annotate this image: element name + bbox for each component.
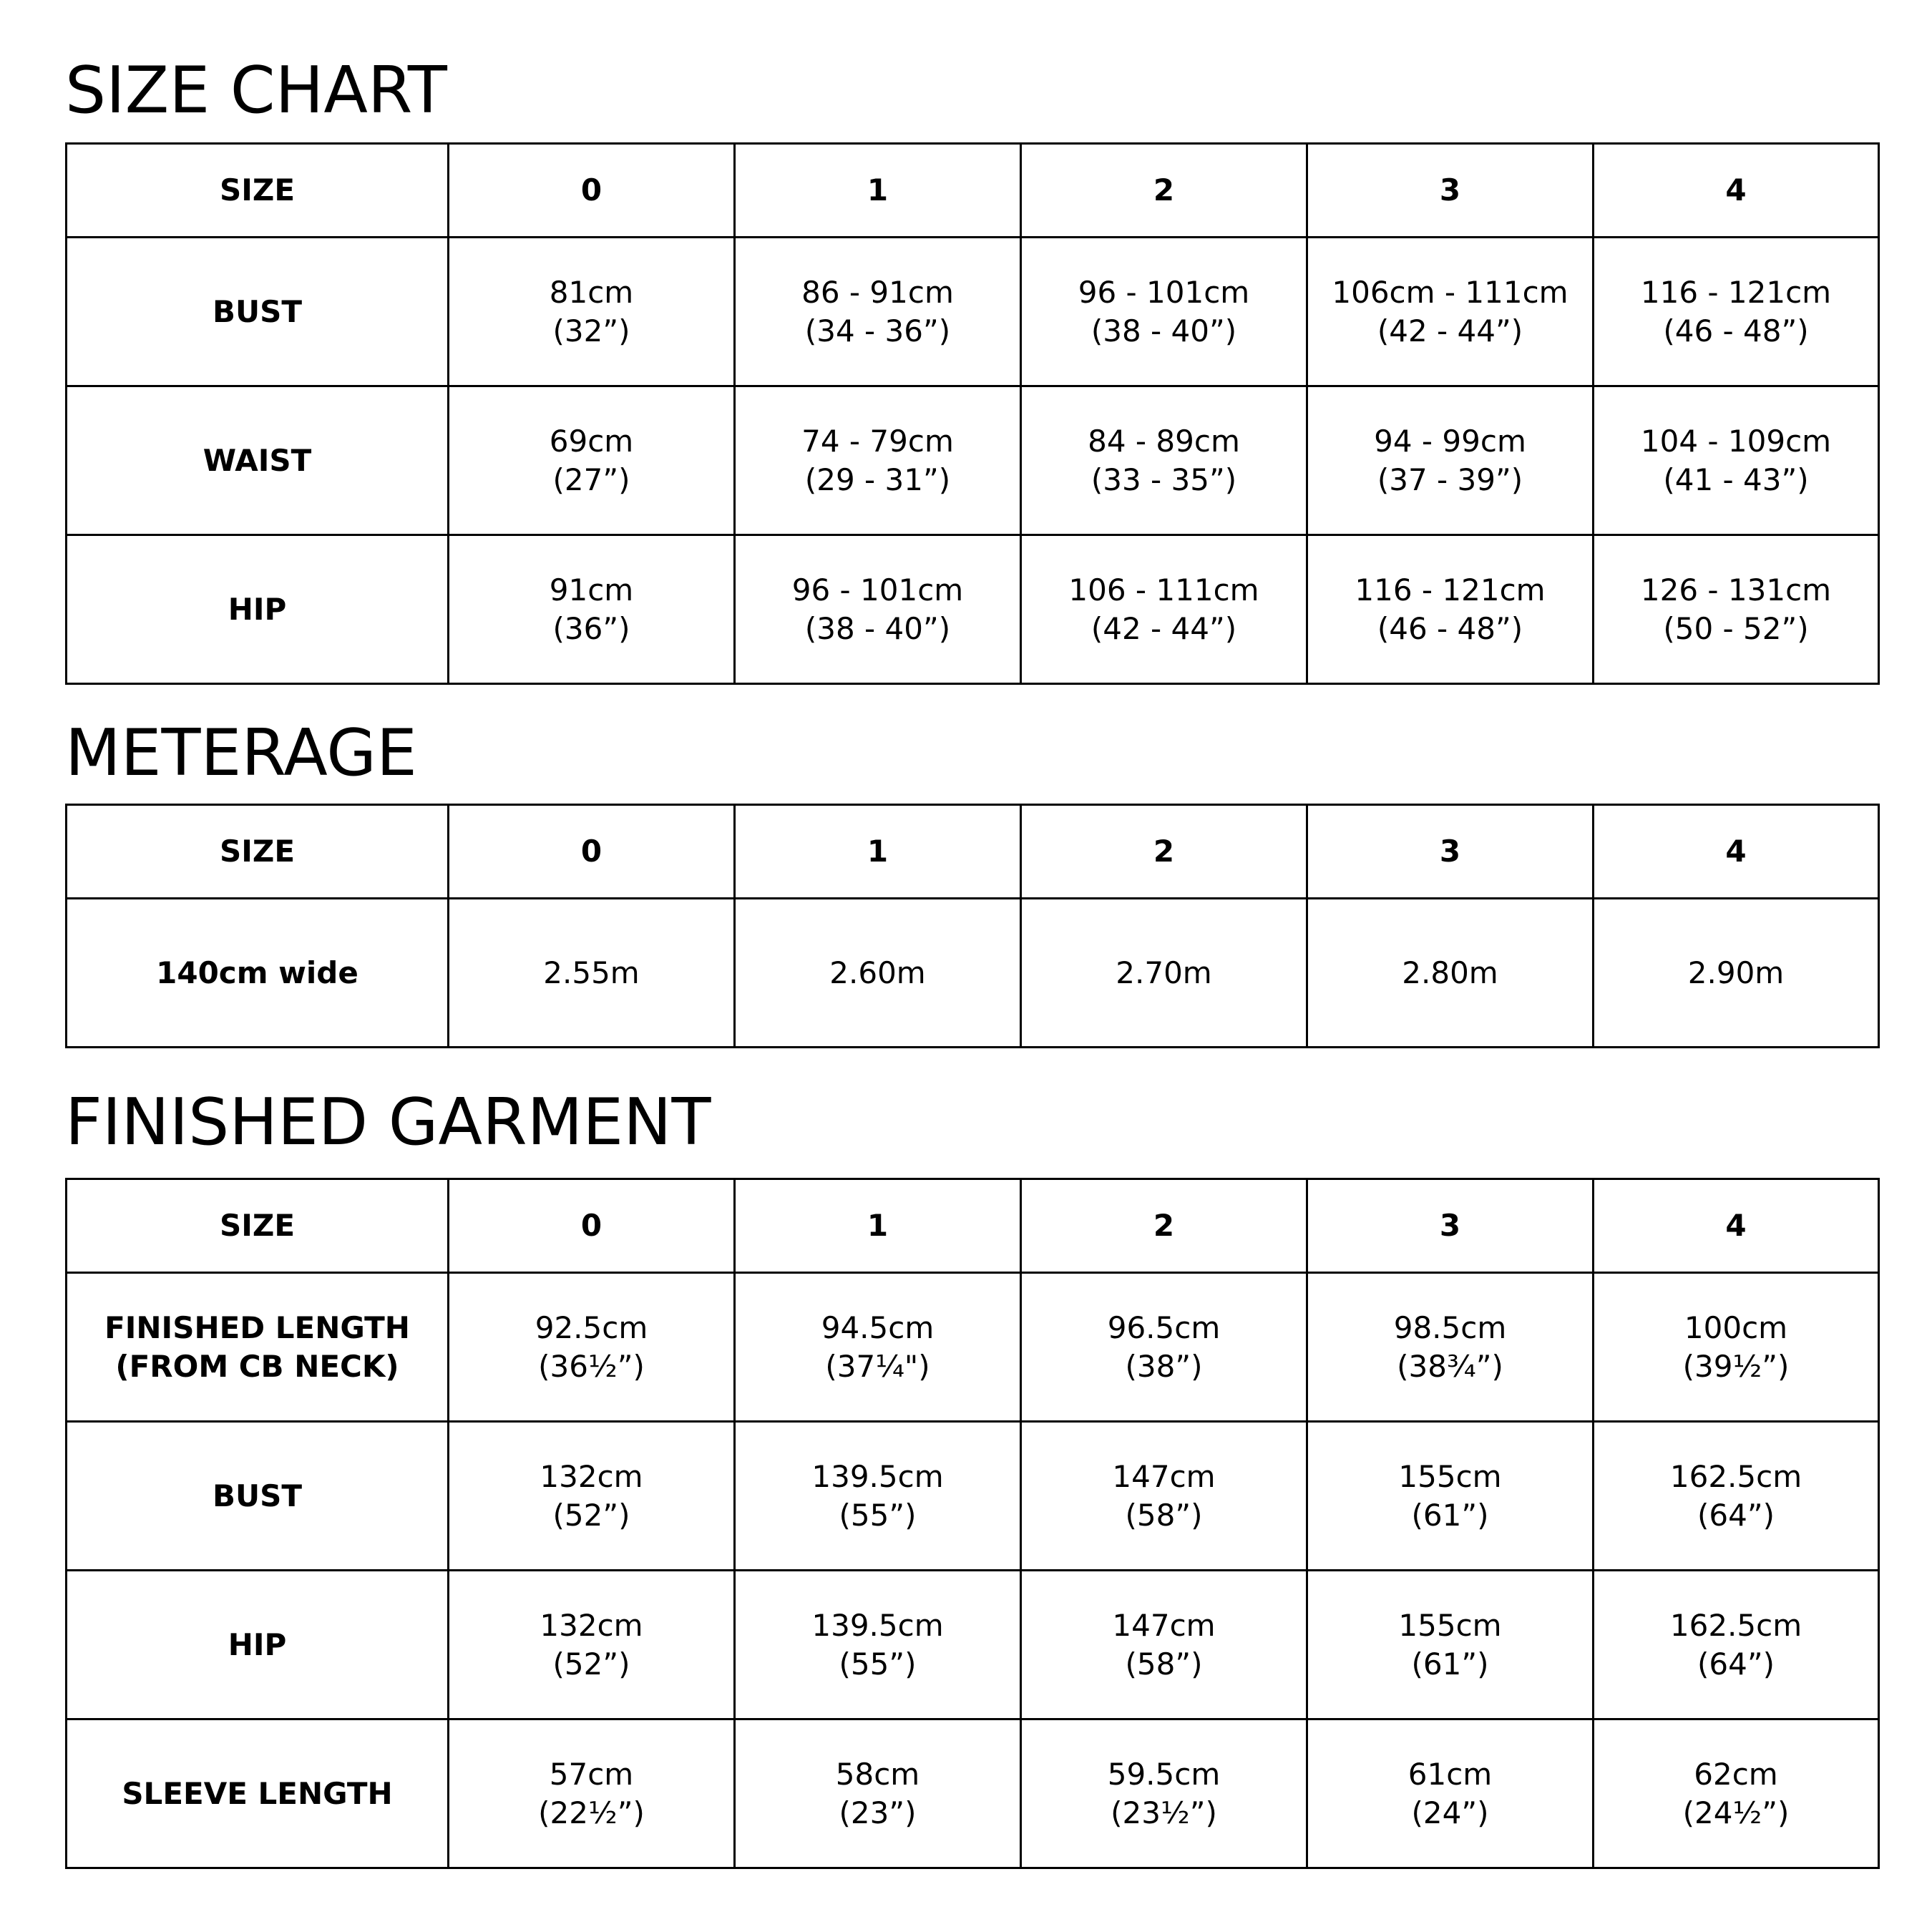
size-header-cell: 1 [735,144,1021,238]
imperial-value: (52”) [552,1646,630,1682]
row-label-text: HIP [228,1626,287,1662]
measurement-cell [1021,1422,1307,1571]
size-header-cell: 1 [735,805,1021,899]
metric-value: 2.55m [543,955,640,990]
imperial-value: (27”) [552,462,630,497]
measurement-cell [1021,238,1307,386]
row-label [67,1273,449,1422]
metric-value: 91cm [549,572,634,608]
size-chart-title: SIZE CHART [65,53,447,128]
row-label-text: FINISHED LENGTH [104,1309,410,1345]
size-header-cell: 0 [449,1179,735,1273]
imperial-value: (41 - 43”) [1663,462,1809,497]
metric-value: 147cm [1112,1607,1216,1643]
size-header-cell: 4 [1594,1179,1879,1273]
measurement-cell [449,1571,735,1719]
metric-value: 57cm [549,1756,634,1792]
metric-value: 84 - 89cm [1088,423,1240,459]
measurement-cell [1021,535,1307,684]
measurement-cell [1307,899,1594,1048]
size-header-cell: 2 [1021,805,1307,899]
row-label [67,1422,449,1571]
measurement-cell [1594,1719,1879,1868]
measurement-cell [1307,1719,1594,1868]
measurement-cell [735,899,1021,1048]
table-row [67,899,1879,1048]
measurement-cell [449,238,735,386]
measurement-cell [735,386,1021,535]
row-label [67,899,449,1048]
measurement-cell [1594,1571,1879,1719]
metric-value: 126 - 131cm [1640,572,1832,608]
measurement-cell [1594,386,1879,535]
imperial-value: (29 - 31”) [804,462,951,497]
table-row [67,1571,1879,1719]
row-label-text: WAIST [203,442,312,478]
metric-value: 98.5cm [1393,1309,1507,1345]
size-header-cell: 2 [1021,144,1307,238]
row-label [67,238,449,386]
row-label-text: SLEEVE LENGTH [122,1775,393,1811]
metric-value: 2.80m [1402,955,1498,990]
row-label-text: 140cm wide [156,955,358,990]
metric-value: 155cm [1398,1607,1502,1643]
imperial-value: (55”) [839,1497,917,1533]
imperial-value: (42 - 44”) [1377,313,1523,348]
metric-value: 2.70m [1116,955,1212,990]
metric-value: 116 - 121cm [1640,274,1832,310]
metric-value: 58cm [835,1756,920,1792]
size-header-cell: 0 [449,144,735,238]
metric-value: 69cm [549,423,634,459]
table-row [67,1719,1879,1868]
imperial-value: (38 - 40”) [804,610,951,646]
imperial-value: (22½”) [538,1795,645,1830]
row-label-text: BUST [212,1478,302,1513]
imperial-value: (55”) [839,1646,917,1682]
imperial-value: (24”) [1411,1795,1489,1830]
meterage-table [65,804,1880,1048]
size-header-label: SIZE [67,805,449,899]
metric-value: 139.5cm [811,1607,944,1643]
imperial-value: (39½”) [1682,1348,1790,1384]
imperial-value: (58”) [1125,1497,1203,1533]
measurement-cell [1307,238,1594,386]
measurement-cell [1307,1571,1594,1719]
imperial-value: (38¾”) [1397,1348,1503,1384]
size-header-cell: 3 [1307,805,1594,899]
table-row [67,386,1879,535]
row-label-text: HIP [228,591,287,627]
metric-value: 162.5cm [1669,1458,1802,1494]
header-row [67,144,1879,238]
metric-value: 81cm [549,274,634,310]
metric-value: 74 - 79cm [801,423,954,459]
measurement-cell [735,1273,1021,1422]
size-header-cell: 2 [1021,1179,1307,1273]
header-row [67,1179,1879,1273]
row-label [67,1571,449,1719]
imperial-value: (42 - 44”) [1091,610,1237,646]
size-header-label: SIZE [67,1179,449,1273]
imperial-value: (64”) [1697,1646,1775,1682]
measurement-cell [449,1422,735,1571]
metric-value: 59.5cm [1107,1756,1221,1792]
metric-value: 96.5cm [1107,1309,1221,1345]
metric-value: 96 - 101cm [791,572,964,608]
measurement-cell [1021,1273,1307,1422]
imperial-value: (32”) [552,313,630,348]
metric-value: 2.90m [1687,955,1785,990]
imperial-value: (24½”) [1682,1795,1790,1830]
imperial-value: (46 - 48”) [1663,313,1809,348]
measurement-cell [1021,1571,1307,1719]
table-row [67,238,1879,386]
metric-value: 104 - 109cm [1640,423,1832,459]
imperial-value: (50 - 52”) [1663,610,1809,646]
size-header-cell: 3 [1307,1179,1594,1273]
table-row [67,535,1879,684]
finished-garment-title: FINISHED GARMENT [65,1085,711,1160]
measurement-cell [1021,1719,1307,1868]
imperial-value: (38”) [1125,1348,1203,1384]
measurement-cell [735,1422,1021,1571]
table-row [67,1422,1879,1571]
metric-value: 94.5cm [821,1309,935,1345]
measurement-cell [1307,1273,1594,1422]
measurement-cell [1594,1422,1879,1571]
header-row [67,805,1879,899]
size-header-label: SIZE [67,144,449,238]
imperial-value: (36½”) [538,1348,645,1384]
imperial-value: (64”) [1697,1497,1775,1533]
measurement-cell [449,899,735,1048]
imperial-value: (23”) [839,1795,917,1830]
metric-value: 132cm [540,1607,643,1643]
measurement-cell [1307,535,1594,684]
metric-value: 100cm [1684,1309,1788,1345]
measurement-cell [735,1719,1021,1868]
metric-value: 94 - 99cm [1374,423,1526,459]
measurement-cell [735,535,1021,684]
metric-value: 155cm [1398,1458,1502,1494]
measurement-cell [449,535,735,684]
row-label [67,386,449,535]
row-sublabel-text: (FROM CB NECK) [115,1348,399,1384]
metric-value: 92.5cm [535,1309,648,1345]
metric-value: 147cm [1112,1458,1216,1494]
measurement-cell [449,1719,735,1868]
table-row [67,1273,1879,1422]
measurement-cell [1021,386,1307,535]
measurement-cell [1307,1422,1594,1571]
measurement-cell [735,1571,1021,1719]
metric-value: 162.5cm [1669,1607,1802,1643]
meterage-title: METERAGE [65,716,417,791]
measurement-cell [735,238,1021,386]
metric-value: 132cm [540,1458,643,1494]
measurement-cell [1594,238,1879,386]
imperial-value: (61”) [1411,1497,1489,1533]
size-header-cell: 3 [1307,144,1594,238]
metric-value: 62cm [1694,1756,1778,1792]
metric-value: 61cm [1407,1756,1493,1792]
measurement-cell [1594,899,1879,1048]
measurement-cell [449,1273,735,1422]
size-header-cell: 4 [1594,805,1879,899]
imperial-value: (37¼") [825,1348,930,1384]
imperial-value: (38 - 40”) [1091,313,1237,348]
imperial-value: (36”) [552,610,630,646]
imperial-value: (58”) [1125,1646,1203,1682]
imperial-value: (23½”) [1111,1795,1217,1830]
imperial-value: (33 - 35”) [1091,462,1237,497]
metric-value: 139.5cm [811,1458,944,1494]
size-chart-table [65,142,1880,685]
imperial-value: (46 - 48”) [1377,610,1523,646]
measurement-cell [449,386,735,535]
row-label-text: BUST [212,293,302,329]
metric-value: 106cm - 111cm [1332,274,1568,310]
imperial-value: (52”) [552,1497,630,1533]
imperial-value: (61”) [1411,1646,1489,1682]
measurement-cell [1021,899,1307,1048]
metric-value: 86 - 91cm [801,274,954,310]
measurement-cell [1594,1273,1879,1422]
metric-value: 96 - 101cm [1078,274,1250,310]
metric-value: 2.60m [829,955,926,990]
size-header-cell: 0 [449,805,735,899]
row-label [67,1719,449,1868]
finished-garment-table [65,1178,1880,1869]
measurement-cell [1594,535,1879,684]
metric-value: 116 - 121cm [1355,572,1546,608]
size-header-cell: 4 [1594,144,1879,238]
metric-value: 106 - 111cm [1068,572,1259,608]
imperial-value: (37 - 39”) [1377,462,1523,497]
measurement-cell [1307,386,1594,535]
imperial-value: (34 - 36”) [804,313,951,348]
size-header-cell: 1 [735,1179,1021,1273]
row-label [67,535,449,684]
